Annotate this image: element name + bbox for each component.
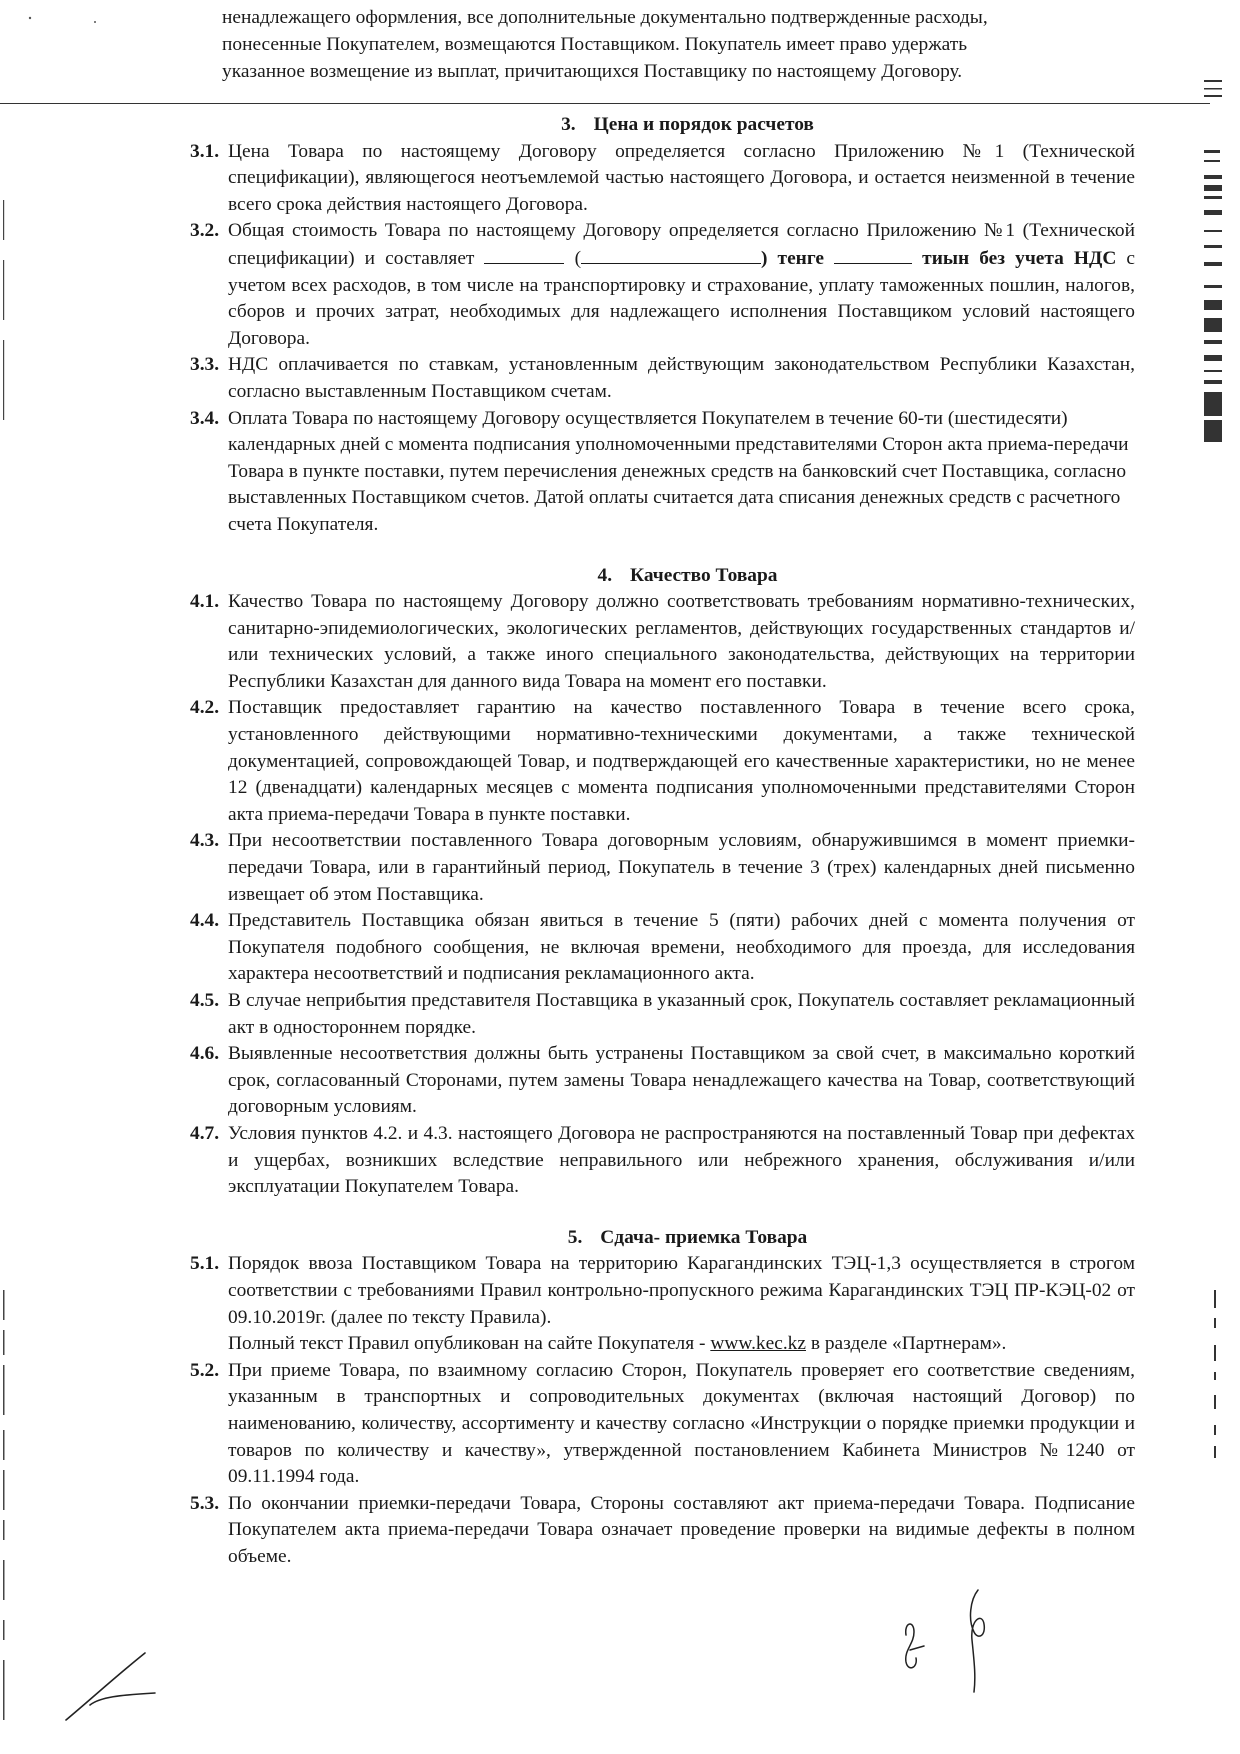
clause-text-part: в разделе «Партнерам». xyxy=(810,1333,1007,1355)
section-5 xyxy=(190,1225,1135,1571)
paren: ( xyxy=(574,247,582,269)
clause-text: Представитель Поставщика обязан явиться в течение 5 (пяти) рабочих дней с момента получения от Покупателя подобного сообщения, не включая времени, необходимого для проезда, для исследования характера несоответствий и подписания рекламационного акта. xyxy=(228,910,1135,985)
clause-number: 3.2. xyxy=(190,220,220,242)
clause-number: 5.1. xyxy=(190,1253,220,1275)
clause-4-3 xyxy=(190,828,1135,908)
clause-text: В случае неприбытия представителя Поставщика в указанный срок, Покупатель составляет рекламационный акт в одностороннем порядке. xyxy=(228,990,1135,1038)
spacer xyxy=(190,1201,1135,1225)
clause-number: 4.2. xyxy=(190,697,220,719)
scan-specks xyxy=(0,0,120,40)
section-number: 3. xyxy=(561,114,576,135)
section-3 xyxy=(190,112,1135,539)
scan-marks-right xyxy=(1192,0,1232,1754)
clause-number: 3.4. xyxy=(190,407,220,429)
clause-5-3 xyxy=(190,1491,1135,1571)
document-body xyxy=(190,112,1135,1570)
section-number: 4. xyxy=(597,564,613,586)
clause-number: 4.4. xyxy=(190,910,220,932)
clause-4-2 xyxy=(190,695,1135,828)
clause-text: Условия пунктов 4.2. и 4.3. настоящего Договора не распространяются на поставленный Товар при дефектах и ущербах, возникших вследствие неправильного или небрежного хранения, обслуживания и/или эксплуатации Покупателем Товара. xyxy=(228,1122,1135,1198)
clause-text xyxy=(228,1251,1135,1357)
section-heading: Качество Товара xyxy=(630,564,778,586)
clause-text-part: Порядок ввоза Поставщиком Товара на территорию Карагандинских ТЭЦ-1,3 осуществляется в строгом соответствии с требованиями Правил контрольно-пропускного режима Карагандинских ТЭЦ ПР-КЭЦ-02 от 09.10.2019г. (далее по тексту Правила). xyxy=(228,1253,1135,1328)
section-4 xyxy=(190,563,1135,1201)
intro-line: понесенные Покупателем, возмещаются Поставщиком. Покупатель имеет право удержать xyxy=(222,34,968,55)
scan-marks-left xyxy=(0,0,16,1754)
page-divider xyxy=(0,103,1210,104)
intro-line: ненадлежащего оформления, все дополнительные документально подтвержденные расходы, xyxy=(222,7,988,28)
clause-3-4 xyxy=(190,406,1135,539)
clause-4-5 xyxy=(190,988,1135,1041)
clause-4-7 xyxy=(190,1121,1135,1201)
section-title xyxy=(200,1225,1135,1252)
clause-text-part: с учетом всех расходов, в том числе на транспортировку и страхование, уплату таможенных пошлин, налогов, сборов и прочих затрат, необходимых для надлежащего исполнения Поставщиком условий настоящего Договора. xyxy=(228,247,1136,349)
intro-line: указанное возмещение из выплат, причитающихся Поставщику по настоящему Договору. xyxy=(222,61,963,82)
clause-text: При приеме Товара, по взаимному согласию Сторон, Покупатель проверяет его соответствие сведениям, указанным в транспортных и сопроводительных документах (включая настоящий Договор) по наименованию, количеству, ассортименту и качеству согласно «Инструкции о порядке приемки продукции и товаров по количеству и качеству», утвержденной постановлением Кабинета Министров №1240 от 09.11.1994 года. xyxy=(228,1359,1135,1488)
clause-3-2 xyxy=(190,218,1135,352)
clause-text: По окончании приемки-передачи Товара, Стороны составляют акт приема-передачи Товара. Подписание Покупателем акта приема-передачи Товара означает проведение проверки на видимые дефекты в полном объеме. xyxy=(228,1492,1135,1567)
signature-left-icon xyxy=(60,1645,160,1725)
clause-number: 4.3. xyxy=(190,830,220,852)
clause-text-part: Общая стоимость Товара по настоящему Договору определяется согласно Приложению №1 (Технической спецификации) и составляет xyxy=(228,220,1135,269)
section-title xyxy=(200,563,1135,590)
clause-number: 5.2. xyxy=(190,1359,220,1381)
section-title xyxy=(200,112,1135,139)
amount-blank[interactable] xyxy=(484,245,564,264)
clause-5-2 xyxy=(190,1358,1135,1491)
amount-words-blank[interactable] xyxy=(581,245,761,264)
clause-number: 4.7. xyxy=(190,1122,220,1144)
clause-number: 3.3. xyxy=(190,354,220,376)
clause-number: 5.3. xyxy=(190,1492,220,1514)
clause-text: При несоответствии поставленного Товара договорным условиям, обнаружившимся в момент приемки-передачи Товара, или в гарантийный период, Покупатель в течение 3 (трех) календарных дней письменно извещает об этом Поставщика. xyxy=(228,830,1135,905)
tiyn-blank[interactable] xyxy=(834,245,912,264)
clause-text: Качество Товара по настоящему Договору должно соответствовать требованиям нормативно-технических, санитарно-эпидемиологических, экологических регламентов, действующих государственных стандартов и/или технических условий, а также иного специального законодательства, действующих на территории Республики Казахстан для данного вида Товара на момент его поставки. xyxy=(228,591,1135,692)
section-heading: Сдача- приемка Товара xyxy=(600,1226,808,1248)
clause-4-6 xyxy=(190,1041,1135,1121)
clause-4-4 xyxy=(190,908,1135,988)
section-number: 5. xyxy=(567,1226,583,1248)
section-heading: Цена и порядок расчетов xyxy=(593,114,814,135)
website-link[interactable]: www.kec.kz xyxy=(710,1333,806,1355)
clause-number: 4.6. xyxy=(190,1043,220,1065)
clause-3-1 xyxy=(190,139,1135,219)
clause-text: НДС оплачивается по ставкам, установленным действующим законодательством Республики Казахстан, согласно выставленным Поставщиком счетам. xyxy=(228,354,1135,402)
signature-right-icon xyxy=(890,1580,1020,1700)
clause-extra-paragraph xyxy=(228,1331,1135,1358)
clause-number: 4.5. xyxy=(190,990,220,1011)
clause-text-part: Полный текст Правил опубликован на сайте Покупателя - xyxy=(228,1333,706,1355)
clause-text: Оплата Товара по настоящему Договору осуществляется Покупателем в течение 60-ти (шестидесяти) календарных дней с момента подписания уполномоченными представителями Сторон акта приема-передачи Товара в пункте поставки, путем перечисления денежных средств на банковский счет Поставщика, согласно выставленных Поставщиком счетов. Датой оплаты считается дата списания денежных средств с расчетного счета Покупателя. xyxy=(228,407,1129,535)
intro-paragraph xyxy=(222,4,1132,85)
clause-5-1 xyxy=(190,1251,1135,1357)
clause-text: Цена Товара по настоящему Договору определяется согласно Приложению №1 (Технической спецификации), являющегося неотъемлемой частью настоящего Договора, и остается неизменной в течение всего срока действия настоящего Договора. xyxy=(228,140,1135,215)
clause-number: 3.1. xyxy=(190,140,220,162)
tiyn-label: тиын без учета НДС xyxy=(922,247,1117,269)
clause-3-3 xyxy=(190,352,1135,405)
clause-text xyxy=(228,218,1135,352)
clause-number: 4.1. xyxy=(190,591,220,613)
clause-4-1 xyxy=(190,589,1135,695)
spacer xyxy=(190,539,1135,563)
clause-text: Выявленные несоответствия должны быть устранены Поставщиком за свой счет, в максимально короткий срок, согласованный Сторонами, путем замены Товара ненадлежащего качества на Товар, соответствующий договорным условиям. xyxy=(228,1043,1135,1118)
clause-text: Поставщик предоставляет гарантию на качество поставленного Товара в течение всего срока, установленного действующими нормативно-техническими документами, а также технической документацией, сопровождающей Товар, и подтверждающей его качественные характеристики, но не менее 12 (двенадцати) календарных месяцев с момента подписания уполномоченными представителями Сторон акта приема-передачи Товара в пункте поставки. xyxy=(228,697,1135,825)
tenge-label: ) тенге xyxy=(761,247,825,269)
